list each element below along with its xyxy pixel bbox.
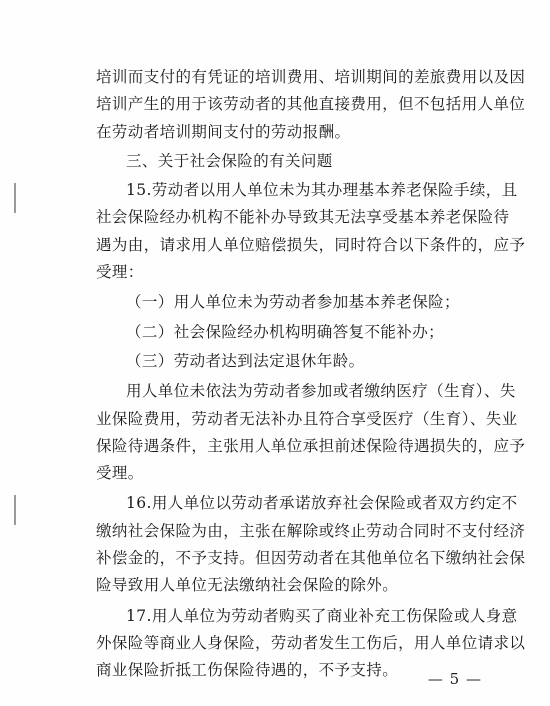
paragraph-line: 缴纳社会保险为由，主张在解除或终止劳动合同时不支付经济 xyxy=(96,521,526,540)
paragraph-line: 业保险费用，劳动者无法补办且符合享受医疗（生育）、失业 xyxy=(96,409,518,428)
paragraph-line: 16.用人单位以劳动者承诺放弃社会保险或者双方约定不 xyxy=(126,494,518,513)
section-heading: 三、关于社会保险的有关问题 xyxy=(126,151,333,170)
paragraph-line: 受理。 xyxy=(96,464,144,483)
paragraph-line: 社会保险经办机构不能补办导致其无法享受基本养老保险待 xyxy=(96,208,510,227)
page-number: — 5 — xyxy=(427,670,482,688)
paragraph-line: 17.用人单位为劳动者购买了商业补充工伤保险或人身意 xyxy=(126,606,518,625)
document-body xyxy=(96,64,526,685)
condition-item: （一）用人单位未为劳动者参加基本养老保险； xyxy=(126,293,460,312)
paragraph-line: 补偿金的，不予支持。但因劳动者在其他单位名下缴纳社会保 xyxy=(96,549,526,568)
binding-mark xyxy=(14,495,16,525)
binding-mark xyxy=(14,183,16,213)
paragraph-line: 商业保险折抵工伤保险待遇的，不予支持。 xyxy=(96,661,399,680)
paragraph-line: 用人单位未依法为劳动者参加或者缴纳医疗（生育）、失 xyxy=(126,382,516,401)
condition-item: （二）社会保险经办机构明确答复不能补办； xyxy=(126,322,445,341)
body-line: 在劳动者培训期间支付的劳动报酬。 xyxy=(96,122,351,141)
body-line: 培训而支付的有凭证的培训费用、培训期间的差旅费用以及因 xyxy=(96,68,526,86)
paragraph-line: 险导致用人单位无法缴纳社会保险的除外。 xyxy=(96,576,399,595)
body-line: 培训产生的用于该劳动者的其他直接费用，但不包括用人单位 xyxy=(96,95,526,114)
paragraph-line: 15.劳动者以用人单位未为其办理基本养老保险手续，且 xyxy=(126,181,518,200)
condition-item: （三）劳动者达到法定退休年龄。 xyxy=(126,351,365,370)
paragraph-line: 遇为由，请求用人单位赔偿损失，同时符合以下条件的，应予 xyxy=(96,235,526,254)
paragraph-line: 受理： xyxy=(96,263,144,282)
paragraph-line: 外保险等商业人身保险，劳动者发生工伤后，用人单位请求以 xyxy=(96,633,526,652)
paragraph-line: 保险待遇条件，主张用人单位承担前述保险待遇损失的，应予 xyxy=(96,436,526,455)
